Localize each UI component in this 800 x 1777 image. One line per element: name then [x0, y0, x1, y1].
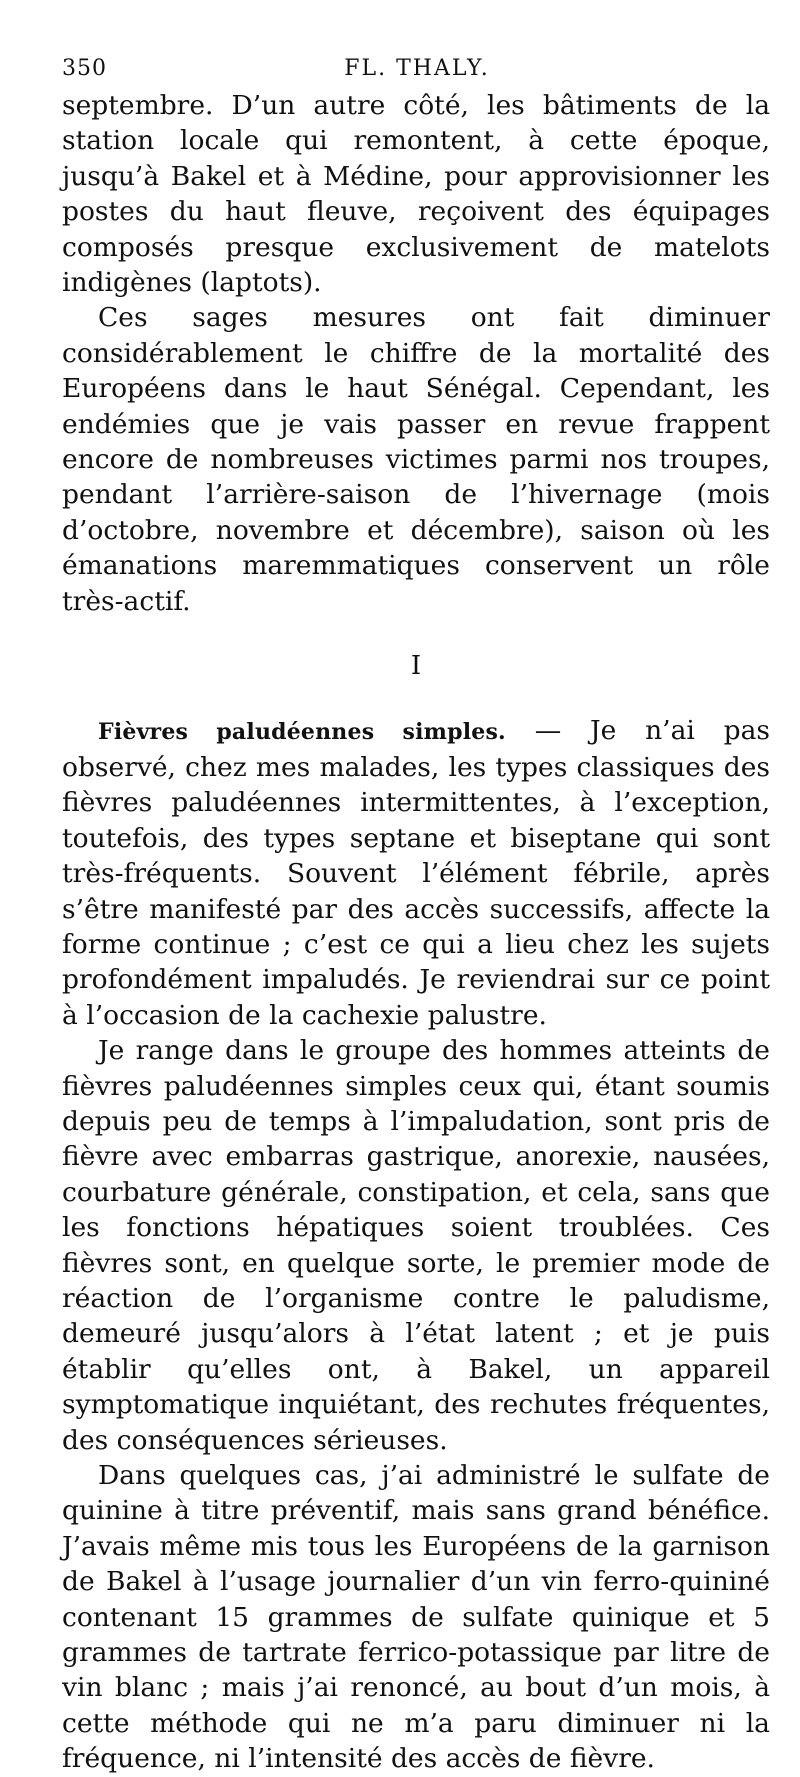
section-lead-heading: Fièvres paludéennes simples. — [98, 718, 506, 745]
paragraph-5: Dans quelques cas, j’ai administré le sulfate de quinine à titre préventif, mais sans grand bénéfice. J’avais même mis tous les Européens de la garnison de Bakel à l’usage journalier d’un vin ferro-quininé contenant 15 grammes de sulfate quinique et 5 grammes de tartrate ferrico-potassique par litre de vin blanc ; mais j’ai renoncé, au bout d’un mois, à cette méthode qui ne m’a paru diminuer ni la fréquence, ni l’intensité des accès de fièvre. — [62, 1460, 770, 1775]
page-header — [62, 56, 772, 86]
paragraph-3 — [62, 713, 770, 1034]
paragraph-2: Ces sages mesures ont fait diminuer considérablement le chiffre de la mortalité des Européens dans le haut Sénégal. Cependant, les endémies que je vais passer en revue frappent encore de nombreuses victimes parmi nos troupes, pendant l’arrière-saison de l’hivernage (mois d’octobre, novembre et décembre), saison où les émanations maremmatiques conservent un rôle très-actif. — [62, 302, 770, 617]
page-number: 350 — [62, 56, 107, 81]
body-text — [62, 88, 770, 1777]
running-head: FL. THALY. — [344, 56, 490, 81]
paragraph-1: septembre. D’un autre côté, les bâtiments de la station locale qui remontent, à cette époque, jusqu’à Bakel et à Médine, pour approvisionner les postes du haut fleuve, reçoivent des équipages composés presque exclusivement de matelots indigènes (laptots). — [62, 90, 770, 299]
paragraph-3-text: — Je n’ai pas observé, chez mes malades, les types classiques des fièvres paludéennes intermittentes, à l’exception, toutefois, des types septane et biseptane qui sont très-fréquents. Souvent l’élément fébrile, après s’être manifesté par des accès successifs, affecte la forme continue ; c’est ce qui a lieu chez les sujets profondément impaludés. Je reviendrai sur ce point à l’occasion de la cachexie palustre. — [62, 714, 770, 1031]
section-number: I — [410, 651, 422, 682]
paragraph-4: Je range dans le groupe des hommes atteints de fièvres paludéennes simples ceux qui, étant soumis depuis peu de temps à l’impaludation, sont pris de fièvre avec embarras gastrique, anorexie, nausées, courbature générale, constipation, et cela, sans que les fonctions hépatiques soient troublées. Ces fièvres sont, en quelque sorte, le premier mode de réaction de l’organisme contre le paludisme, demeuré jusqu’alors à l’état latent ; et je puis établir qu’elles ont, à Bakel, un appareil symptomatique inquiétant, des rechutes fréquentes, des conséquences sérieuses. — [62, 1035, 770, 1456]
